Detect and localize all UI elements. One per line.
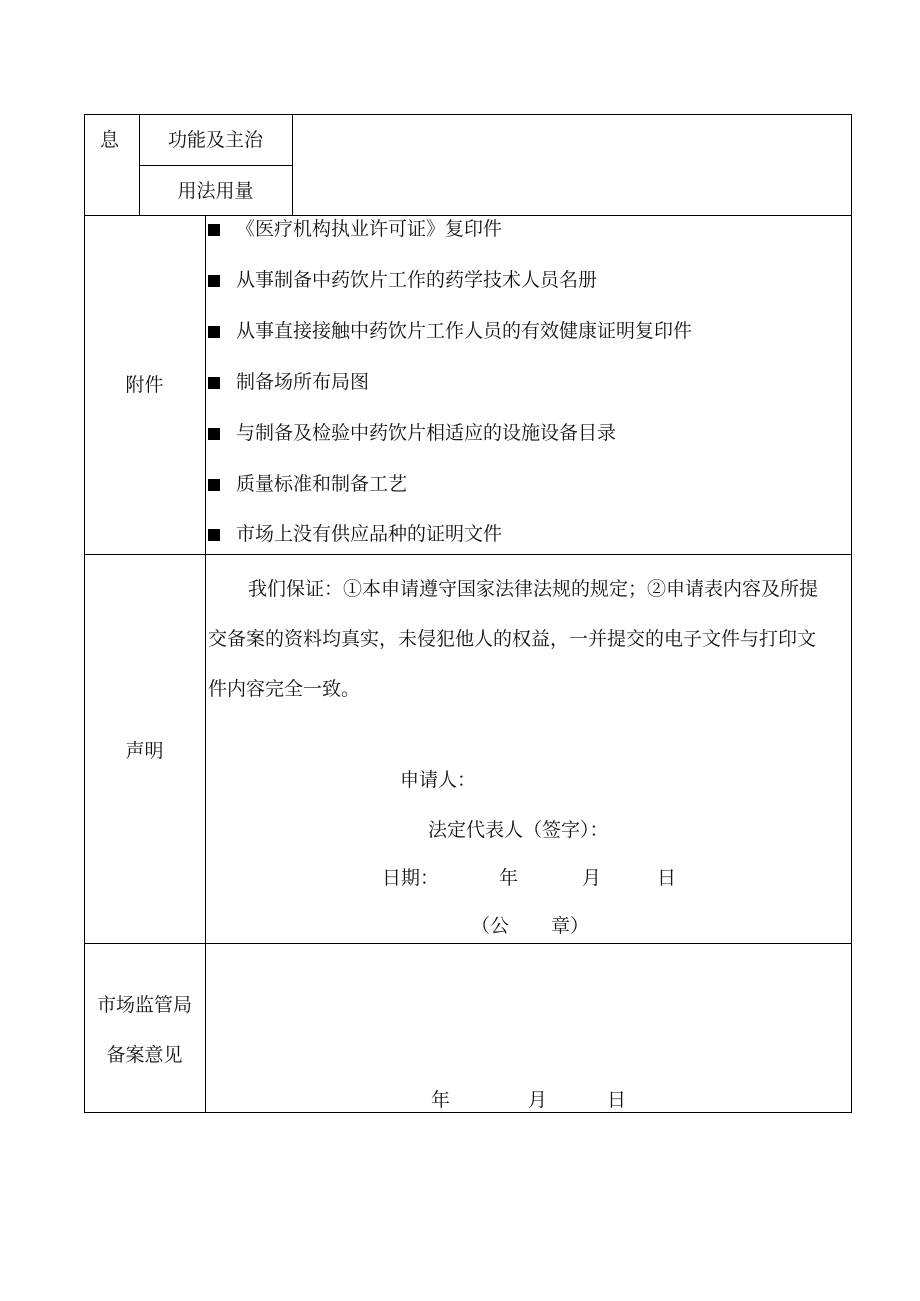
- attachment-item[interactable]: [208, 370, 369, 394]
- indications-label: 功能及主治: [167, 129, 263, 151]
- checkbox-checked-icon: [208, 529, 220, 541]
- opinion-label-line1: 市场监管局: [96, 994, 192, 1016]
- attachment-item-label: 从事直接接触中药饮片工作人员的有效健康证明复印件: [236, 320, 693, 342]
- attachment-item[interactable]: [208, 268, 597, 292]
- seal-close-label: 章）: [551, 915, 590, 937]
- opinion-day-label: 日: [607, 1089, 627, 1111]
- opinion-year-label: 年: [431, 1089, 451, 1111]
- table-top-border: [84, 114, 852, 115]
- attachment-item-label: 质量标准和制备工艺: [236, 473, 408, 495]
- info-value-divider: [292, 114, 293, 215]
- attachments-top-border: [84, 215, 852, 216]
- opinion-month-label: 月: [528, 1089, 548, 1111]
- attachment-item[interactable]: [208, 522, 502, 546]
- declaration-line: 我们保证：①本申请遵守国家法律法规的规定；②申请表内容及所提: [248, 578, 819, 600]
- checkbox-checked-icon: [208, 224, 220, 236]
- attachment-item-label: 从事制备中药饮片工作的药学技术人员名册: [236, 269, 598, 291]
- declaration-label: 声明: [125, 740, 164, 762]
- seal-open-label: （公: [471, 915, 510, 937]
- attachment-item[interactable]: [208, 472, 407, 496]
- declaration-line: 交备案的资料均真实，未侵犯他人的权益，一并提交的电子文件与打印文: [208, 628, 817, 650]
- attachment-item[interactable]: [208, 217, 502, 241]
- dosage-label: 用法用量: [177, 180, 254, 202]
- declaration-top-border: [84, 554, 852, 555]
- applicant-label: 申请人：: [400, 769, 477, 791]
- checkbox-checked-icon: [208, 326, 220, 338]
- checkbox-checked-icon: [208, 428, 220, 440]
- info-row-divider: [139, 165, 292, 166]
- opinion-top-border: [84, 943, 852, 944]
- attachments-label: 附件: [125, 374, 164, 396]
- legal-representative-label: 法定代表人（签字）：: [428, 819, 609, 841]
- checkbox-checked-icon: [208, 377, 220, 389]
- attachment-item[interactable]: [208, 319, 692, 343]
- attachment-item[interactable]: [208, 421, 616, 445]
- label-column-divider: [205, 215, 206, 1113]
- info-side-label: 息: [100, 129, 120, 151]
- date-day-label: 日: [657, 867, 677, 889]
- attachment-item-label: 《医疗机构执业许可证》复印件: [236, 218, 503, 240]
- declaration-statement: [208, 564, 854, 714]
- table-left-border: [84, 114, 85, 1113]
- declaration-line: 件内容完全一致。: [208, 678, 361, 700]
- date-label: 日期：: [382, 867, 440, 889]
- date-month-label: 月: [582, 867, 602, 889]
- opinion-label-line2: 备案意见: [106, 1044, 183, 1066]
- checkbox-checked-icon: [208, 275, 220, 287]
- checkbox-checked-icon: [208, 479, 220, 491]
- attachment-item-label: 制备场所布局图: [236, 371, 370, 393]
- date-year-label: 年: [499, 867, 519, 889]
- table-bottom-border: [84, 1112, 852, 1113]
- attachment-item-label: 市场上没有供应品种的证明文件: [236, 523, 503, 545]
- attachment-item-label: 与制备及检验中药饮片相适应的设施设备目录: [236, 422, 617, 444]
